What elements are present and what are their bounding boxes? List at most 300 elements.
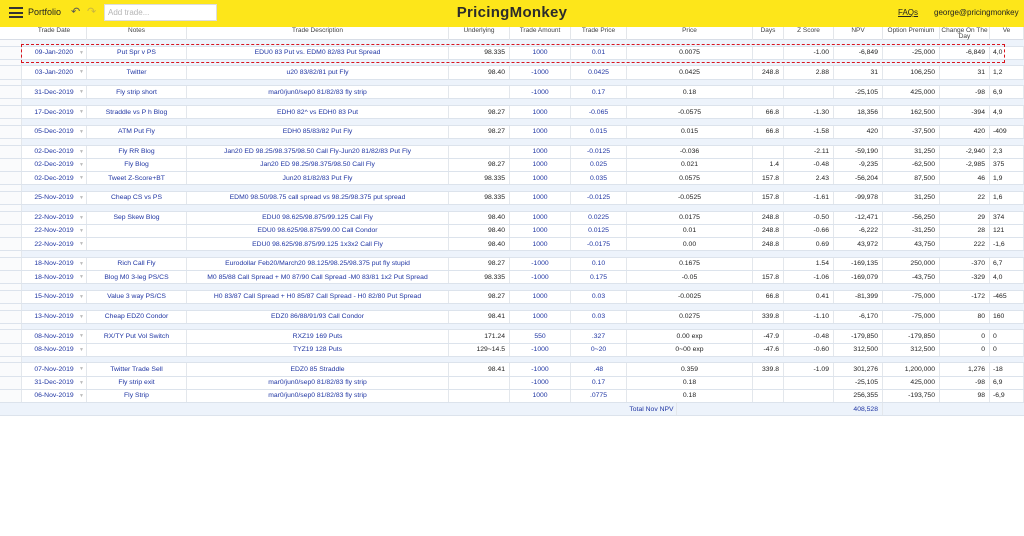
row-dropdown-icon[interactable]: ▼ [79, 346, 84, 353]
column-header-z[interactable]: Z Score [784, 27, 834, 40]
cell-z[interactable] [784, 344, 834, 356]
cell-und[interactable] [449, 146, 510, 158]
cell-und[interactable] [449, 126, 510, 138]
cell-days[interactable] [753, 172, 784, 184]
cell-npv[interactable] [834, 66, 883, 78]
cell-chg[interactable] [940, 330, 990, 342]
column-header-npv[interactable]: NPV [834, 27, 883, 40]
cell-days[interactable] [753, 377, 784, 389]
cell-tprice[interactable] [571, 330, 627, 342]
cell-vega[interactable] [990, 86, 1024, 98]
cell-price[interactable] [627, 106, 753, 118]
cell-date[interactable] [22, 212, 87, 224]
cell-price[interactable] [627, 258, 753, 270]
cell-npv[interactable] [834, 291, 883, 303]
cell-notes[interactable] [87, 146, 187, 158]
cell-vega[interactable] [990, 363, 1024, 375]
cell-chg[interactable] [940, 377, 990, 389]
cell-chg[interactable] [940, 192, 990, 204]
cell-vega[interactable] [990, 106, 1024, 118]
cell-notes[interactable] [87, 126, 187, 138]
row-dropdown-icon[interactable]: ▼ [79, 227, 84, 234]
cell-amt[interactable] [510, 66, 571, 78]
cell-und[interactable] [449, 330, 510, 342]
row-dropdown-icon[interactable]: ▼ [79, 128, 84, 135]
cell-amt[interactable] [510, 86, 571, 98]
undo-icon[interactable]: ↶ [71, 6, 81, 18]
cell-npv[interactable] [834, 126, 883, 138]
cell-days[interactable] [753, 330, 784, 342]
cell-vega[interactable] [990, 192, 1024, 204]
cell-vega[interactable] [990, 258, 1024, 270]
cell-npv[interactable] [834, 212, 883, 224]
cell-tprice[interactable] [571, 377, 627, 389]
faqs-link[interactable]: FAQs [898, 8, 919, 17]
cell-und[interactable] [449, 212, 510, 224]
cell-chg[interactable] [940, 311, 990, 323]
cell-chg[interactable] [940, 344, 990, 356]
cell-z[interactable] [784, 291, 834, 303]
cell-chg[interactable] [940, 271, 990, 283]
cell-tprice[interactable] [571, 291, 627, 303]
cell-z[interactable] [784, 66, 834, 78]
row-dropdown-icon[interactable]: ▼ [79, 49, 84, 56]
cell-desc[interactable] [187, 225, 449, 237]
cell-amt[interactable] [510, 258, 571, 270]
cell-amt[interactable] [510, 238, 571, 250]
cell-und[interactable] [449, 47, 510, 59]
column-header-desc[interactable]: Trade Description [187, 27, 449, 40]
cell-z[interactable] [784, 225, 834, 237]
cell-date[interactable] [22, 172, 87, 184]
cell-prem[interactable] [883, 311, 940, 323]
user-email[interactable]: george@pricingmonkey [934, 8, 1019, 17]
cell-amt[interactable] [510, 390, 571, 402]
column-header-amt[interactable]: Trade Amount [510, 27, 571, 40]
cell-und[interactable] [449, 377, 510, 389]
cell-days[interactable] [753, 47, 784, 59]
cell-notes[interactable] [87, 159, 187, 171]
cell-z[interactable] [784, 172, 834, 184]
column-header-date[interactable]: Trade Date [22, 27, 87, 40]
cell-notes[interactable] [87, 225, 187, 237]
cell-tprice[interactable] [571, 390, 627, 402]
table-row[interactable] [0, 291, 1024, 304]
cell-price[interactable] [627, 291, 753, 303]
cell-desc[interactable] [187, 172, 449, 184]
column-header-vega[interactable]: Ve [990, 27, 1024, 40]
cell-tprice[interactable] [571, 238, 627, 250]
cell-notes[interactable] [87, 172, 187, 184]
cell-amt[interactable] [510, 106, 571, 118]
cell-z[interactable] [784, 212, 834, 224]
cell-z[interactable] [784, 271, 834, 283]
row-dropdown-icon[interactable]: ▼ [79, 109, 84, 116]
cell-tprice[interactable] [571, 146, 627, 158]
cell-notes[interactable] [87, 47, 187, 59]
cell-npv[interactable] [834, 330, 883, 342]
cell-chg[interactable] [940, 225, 990, 237]
cell-prem[interactable] [883, 66, 940, 78]
cell-days[interactable] [753, 258, 784, 270]
cell-prem[interactable] [883, 106, 940, 118]
row-dropdown-icon[interactable]: ▼ [79, 293, 84, 300]
cell-tprice[interactable] [571, 344, 627, 356]
cell-und[interactable] [449, 363, 510, 375]
cell-vega[interactable] [990, 377, 1024, 389]
cell-desc[interactable] [187, 126, 449, 138]
cell-npv[interactable] [834, 363, 883, 375]
cell-npv[interactable] [834, 390, 883, 402]
cell-tprice[interactable] [571, 258, 627, 270]
cell-price[interactable] [627, 212, 753, 224]
row-dropdown-icon[interactable]: ▼ [79, 194, 84, 201]
cell-z[interactable] [784, 106, 834, 118]
cell-und[interactable] [449, 344, 510, 356]
cell-vega[interactable] [990, 225, 1024, 237]
cell-vega[interactable] [990, 159, 1024, 171]
cell-prem[interactable] [883, 330, 940, 342]
cell-prem[interactable] [883, 344, 940, 356]
column-header-notes[interactable]: Notes [87, 27, 187, 40]
column-header-days[interactable]: Days [753, 27, 784, 40]
cell-tprice[interactable] [571, 271, 627, 283]
hamburger-menu-icon[interactable] [9, 7, 23, 18]
cell-notes[interactable] [87, 66, 187, 78]
cell-notes[interactable] [87, 192, 187, 204]
cell-npv[interactable] [834, 146, 883, 158]
cell-amt[interactable] [510, 311, 571, 323]
cell-prem[interactable] [883, 192, 940, 204]
cell-chg[interactable] [940, 258, 990, 270]
cell-notes[interactable] [87, 377, 187, 389]
cell-amt[interactable] [510, 126, 571, 138]
cell-chg[interactable] [940, 390, 990, 402]
cell-z[interactable] [784, 377, 834, 389]
cell-amt[interactable] [510, 271, 571, 283]
cell-z[interactable] [784, 86, 834, 98]
cell-chg[interactable] [940, 363, 990, 375]
cell-date[interactable] [22, 377, 87, 389]
cell-vega[interactable] [990, 146, 1024, 158]
table-row[interactable] [0, 212, 1024, 225]
cell-price[interactable] [627, 363, 753, 375]
cell-z[interactable] [784, 311, 834, 323]
cell-date[interactable] [22, 238, 87, 250]
cell-price[interactable] [627, 390, 753, 402]
cell-amt[interactable] [510, 172, 571, 184]
table-row[interactable] [0, 377, 1024, 390]
cell-price[interactable] [627, 238, 753, 250]
cell-tprice[interactable] [571, 225, 627, 237]
cell-notes[interactable] [87, 212, 187, 224]
cell-chg[interactable] [940, 212, 990, 224]
cell-vega[interactable] [990, 238, 1024, 250]
cell-chg[interactable] [940, 172, 990, 184]
cell-price[interactable] [627, 47, 753, 59]
cell-npv[interactable] [834, 192, 883, 204]
column-header-chg[interactable]: Change On The Day [940, 27, 990, 40]
cell-prem[interactable] [883, 126, 940, 138]
cell-vega[interactable] [990, 271, 1024, 283]
cell-vega[interactable] [990, 66, 1024, 78]
column-header-und[interactable]: Underlying [449, 27, 510, 40]
cell-desc[interactable] [187, 159, 449, 171]
cell-npv[interactable] [834, 225, 883, 237]
cell-date[interactable] [22, 311, 87, 323]
cell-notes[interactable] [87, 106, 187, 118]
cell-tprice[interactable] [571, 192, 627, 204]
cell-notes[interactable] [87, 311, 187, 323]
cell-desc[interactable] [187, 47, 449, 59]
table-row[interactable] [0, 126, 1024, 139]
cell-date[interactable] [22, 390, 87, 402]
table-row[interactable] [0, 172, 1024, 185]
cell-und[interactable] [449, 192, 510, 204]
cell-amt[interactable] [510, 146, 571, 158]
cell-date[interactable] [22, 86, 87, 98]
cell-desc[interactable] [187, 66, 449, 78]
cell-und[interactable] [449, 390, 510, 402]
row-dropdown-icon[interactable]: ▼ [79, 241, 84, 248]
cell-tprice[interactable] [571, 159, 627, 171]
cell-days[interactable] [753, 271, 784, 283]
cell-z[interactable] [784, 330, 834, 342]
cell-price[interactable] [627, 330, 753, 342]
row-dropdown-icon[interactable]: ▼ [79, 161, 84, 168]
cell-amt[interactable] [510, 291, 571, 303]
cell-z[interactable] [784, 126, 834, 138]
cell-z[interactable] [784, 238, 834, 250]
cell-und[interactable] [449, 66, 510, 78]
table-row[interactable] [0, 311, 1024, 324]
cell-desc[interactable] [187, 106, 449, 118]
cell-date[interactable] [22, 271, 87, 283]
cell-chg[interactable] [940, 238, 990, 250]
cell-desc[interactable] [187, 192, 449, 204]
cell-price[interactable] [627, 271, 753, 283]
cell-und[interactable] [449, 271, 510, 283]
cell-price[interactable] [627, 146, 753, 158]
cell-npv[interactable] [834, 106, 883, 118]
cell-npv[interactable] [834, 238, 883, 250]
cell-vega[interactable] [990, 172, 1024, 184]
cell-prem[interactable] [883, 258, 940, 270]
cell-prem[interactable] [883, 146, 940, 158]
cell-z[interactable] [784, 192, 834, 204]
cell-prem[interactable] [883, 390, 940, 402]
cell-npv[interactable] [834, 311, 883, 323]
table-row[interactable] [0, 330, 1024, 343]
cell-und[interactable] [449, 159, 510, 171]
column-header-tprice[interactable]: Trade Price [571, 27, 627, 40]
cell-date[interactable] [22, 225, 87, 237]
cell-price[interactable] [627, 377, 753, 389]
row-dropdown-icon[interactable]: ▼ [79, 274, 84, 281]
cell-days[interactable] [753, 192, 784, 204]
cell-price[interactable] [627, 159, 753, 171]
cell-tprice[interactable] [571, 66, 627, 78]
cell-desc[interactable] [187, 363, 449, 375]
cell-tprice[interactable] [571, 212, 627, 224]
row-dropdown-icon[interactable]: ▼ [79, 260, 84, 267]
cell-desc[interactable] [187, 271, 449, 283]
cell-amt[interactable] [510, 47, 571, 59]
table-row[interactable] [0, 192, 1024, 205]
cell-z[interactable] [784, 146, 834, 158]
cell-chg[interactable] [940, 126, 990, 138]
cell-desc[interactable] [187, 291, 449, 303]
cell-chg[interactable] [940, 86, 990, 98]
row-dropdown-icon[interactable]: ▼ [79, 313, 84, 320]
table-row[interactable] [0, 271, 1024, 284]
cell-vega[interactable] [990, 47, 1024, 59]
cell-z[interactable] [784, 159, 834, 171]
cell-prem[interactable] [883, 238, 940, 250]
cell-days[interactable] [753, 363, 784, 375]
row-dropdown-icon[interactable]: ▼ [79, 333, 84, 340]
cell-date[interactable] [22, 291, 87, 303]
table-row[interactable] [0, 106, 1024, 119]
cell-notes[interactable] [87, 291, 187, 303]
table-row[interactable] [0, 159, 1024, 172]
table-row[interactable] [0, 363, 1024, 376]
column-header-price[interactable]: Price [627, 27, 753, 40]
table-row[interactable] [0, 146, 1024, 159]
cell-z[interactable] [784, 363, 834, 375]
cell-days[interactable] [753, 146, 784, 158]
cell-days[interactable] [753, 126, 784, 138]
row-dropdown-icon[interactable]: ▼ [79, 69, 84, 76]
table-row[interactable] [0, 390, 1024, 403]
row-dropdown-icon[interactable]: ▼ [79, 175, 84, 182]
table-row[interactable] [0, 86, 1024, 99]
cell-z[interactable] [784, 390, 834, 402]
cell-amt[interactable] [510, 363, 571, 375]
cell-tprice[interactable] [571, 47, 627, 59]
cell-date[interactable] [22, 126, 87, 138]
cell-und[interactable] [449, 86, 510, 98]
row-dropdown-icon[interactable]: ▼ [79, 148, 84, 155]
cell-notes[interactable] [87, 330, 187, 342]
cell-desc[interactable] [187, 344, 449, 356]
cell-npv[interactable] [834, 172, 883, 184]
cell-price[interactable] [627, 86, 753, 98]
cell-amt[interactable] [510, 192, 571, 204]
row-dropdown-icon[interactable]: ▼ [79, 214, 84, 221]
cell-amt[interactable] [510, 344, 571, 356]
cell-chg[interactable] [940, 291, 990, 303]
cell-notes[interactable] [87, 86, 187, 98]
cell-chg[interactable] [940, 47, 990, 59]
cell-vega[interactable] [990, 212, 1024, 224]
cell-prem[interactable] [883, 159, 940, 171]
cell-desc[interactable] [187, 212, 449, 224]
cell-tprice[interactable] [571, 106, 627, 118]
row-dropdown-icon[interactable]: ▼ [79, 392, 84, 399]
cell-npv[interactable] [834, 271, 883, 283]
column-header-prem[interactable]: Option Premium [883, 27, 940, 40]
cell-date[interactable] [22, 146, 87, 158]
cell-days[interactable] [753, 159, 784, 171]
table-row[interactable] [0, 225, 1024, 238]
cell-npv[interactable] [834, 344, 883, 356]
redo-icon[interactable]: ↷ [87, 6, 97, 18]
cell-days[interactable] [753, 66, 784, 78]
cell-tprice[interactable] [571, 311, 627, 323]
cell-days[interactable] [753, 238, 784, 250]
cell-npv[interactable] [834, 47, 883, 59]
cell-desc[interactable] [187, 86, 449, 98]
table-row[interactable] [0, 258, 1024, 271]
cell-notes[interactable] [87, 390, 187, 402]
cell-tprice[interactable] [571, 86, 627, 98]
cell-chg[interactable] [940, 106, 990, 118]
cell-desc[interactable] [187, 258, 449, 270]
cell-desc[interactable] [187, 146, 449, 158]
cell-amt[interactable] [510, 377, 571, 389]
cell-date[interactable] [22, 258, 87, 270]
cell-chg[interactable] [940, 146, 990, 158]
cell-amt[interactable] [510, 212, 571, 224]
cell-notes[interactable] [87, 271, 187, 283]
add-trade-input[interactable] [104, 4, 217, 21]
cell-date[interactable] [22, 330, 87, 342]
cell-date[interactable] [22, 344, 87, 356]
cell-prem[interactable] [883, 291, 940, 303]
cell-days[interactable] [753, 291, 784, 303]
cell-desc[interactable] [187, 238, 449, 250]
cell-price[interactable] [627, 66, 753, 78]
cell-chg[interactable] [940, 159, 990, 171]
cell-date[interactable] [22, 47, 87, 59]
cell-z[interactable] [784, 258, 834, 270]
cell-days[interactable] [753, 86, 784, 98]
cell-desc[interactable] [187, 330, 449, 342]
cell-price[interactable] [627, 172, 753, 184]
cell-prem[interactable] [883, 225, 940, 237]
cell-tprice[interactable] [571, 363, 627, 375]
cell-vega[interactable] [990, 311, 1024, 323]
cell-prem[interactable] [883, 172, 940, 184]
cell-vega[interactable] [990, 330, 1024, 342]
cell-und[interactable] [449, 258, 510, 270]
cell-days[interactable] [753, 344, 784, 356]
table-row[interactable] [0, 238, 1024, 251]
cell-npv[interactable] [834, 159, 883, 171]
cell-prem[interactable] [883, 271, 940, 283]
cell-und[interactable] [449, 225, 510, 237]
cell-chg[interactable] [940, 66, 990, 78]
cell-und[interactable] [449, 238, 510, 250]
cell-days[interactable] [753, 106, 784, 118]
cell-amt[interactable] [510, 330, 571, 342]
cell-notes[interactable] [87, 258, 187, 270]
cell-vega[interactable] [990, 344, 1024, 356]
cell-tprice[interactable] [571, 126, 627, 138]
cell-und[interactable] [449, 311, 510, 323]
cell-price[interactable] [627, 344, 753, 356]
row-dropdown-icon[interactable]: ▼ [79, 379, 84, 386]
cell-date[interactable] [22, 159, 87, 171]
cell-und[interactable] [449, 291, 510, 303]
cell-amt[interactable] [510, 159, 571, 171]
cell-days[interactable] [753, 311, 784, 323]
cell-amt[interactable] [510, 225, 571, 237]
cell-prem[interactable] [883, 212, 940, 224]
cell-days[interactable] [753, 225, 784, 237]
cell-date[interactable] [22, 66, 87, 78]
